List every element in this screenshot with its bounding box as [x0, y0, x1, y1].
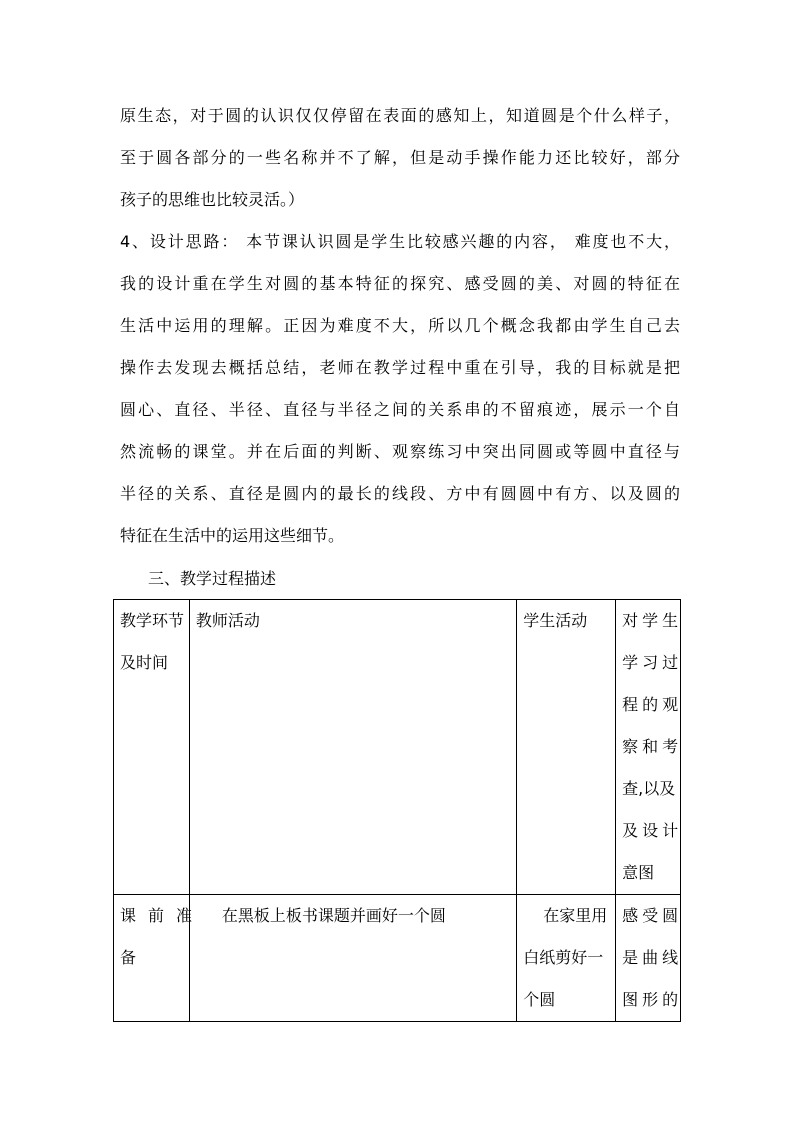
cell-text: 感受圆	[622, 906, 683, 925]
cell-text: 白纸剪好一	[523, 948, 604, 967]
cell-text: 图形的	[622, 990, 683, 1009]
table-cell-teacher	[189, 895, 516, 1022]
paragraph-design-idea	[120, 221, 680, 557]
cell-text: 在家里用	[543, 906, 608, 925]
cell-text: 备	[120, 948, 137, 967]
table-cell-stage	[114, 895, 205, 1022]
cell-text: 课前准	[120, 906, 205, 925]
text-line: 至于圆各部分的一些名称并不了解，但是动手操作能力还比较好，部分	[120, 148, 680, 167]
cell-text: 查,以及	[622, 779, 676, 798]
table-cell-student	[517, 895, 616, 1022]
text-line: 生活中运用的理解。正因为难度不大，所以几个概念我都由学生自己去	[120, 316, 680, 335]
teaching-process-table	[113, 599, 681, 1022]
text-line: 4、设计思路： 本节课认识圆是学生比较感兴趣的内容， 难度也不大，	[120, 232, 680, 251]
text-line: 原生态，对于圆的认识仅仅停留在表面的感知上，知道圆是个什么样子，	[120, 106, 680, 125]
cell-text: 学生活动	[523, 611, 588, 630]
header-cell-stage	[114, 600, 190, 895]
paragraph-learner-analysis	[120, 95, 680, 221]
text-line: 我的设计重在学生对圆的基本特征的探究、感受圆的美、对圆的特征在	[120, 274, 680, 293]
text-line: 操作去发现去概括总结，老师在教学过程中重在引导，我的目标就是把	[120, 358, 680, 377]
section-heading: 三、教学过程描述	[148, 569, 277, 588]
cell-text: 是曲线	[622, 948, 683, 967]
table-row	[114, 895, 681, 1022]
cell-text: 及时间	[120, 653, 169, 672]
cell-text: 察和考	[622, 737, 683, 756]
cell-text: 程的观	[622, 695, 683, 714]
text-line: 特征在生活中的运用这些细节。	[120, 526, 345, 545]
cell-text: 在黑板上板书课题并画好一个圆	[221, 906, 446, 925]
text-line: 孩子的思维也比较灵活。）	[120, 190, 305, 209]
cell-text: 对学生	[622, 611, 683, 630]
table-header-row	[114, 600, 681, 895]
text-line: 然流畅的课堂。并在后面的判断、观察练习中突出同圆或等圆中直径与	[120, 442, 680, 461]
header-cell-teacher	[189, 600, 516, 895]
cell-text: 个圆	[523, 990, 556, 1009]
cell-text: 教学环节	[120, 611, 185, 630]
cell-text: 意图	[622, 863, 655, 882]
cell-text: 及设计	[622, 821, 683, 840]
header-cell-student	[517, 600, 616, 895]
cell-text: 学习过	[622, 653, 683, 672]
text-line: 圆心、直径、半径、直径与半径之间的关系串的不留痕迹，展示一个自	[120, 400, 680, 419]
cell-text: 教师活动	[195, 611, 260, 630]
header-cell-intent	[616, 600, 681, 895]
table-cell-intent	[616, 895, 681, 1022]
text-line: 半径的关系、直径是圆内的最长的线段、方中有圆圆中有方、以及圆的	[120, 484, 680, 503]
